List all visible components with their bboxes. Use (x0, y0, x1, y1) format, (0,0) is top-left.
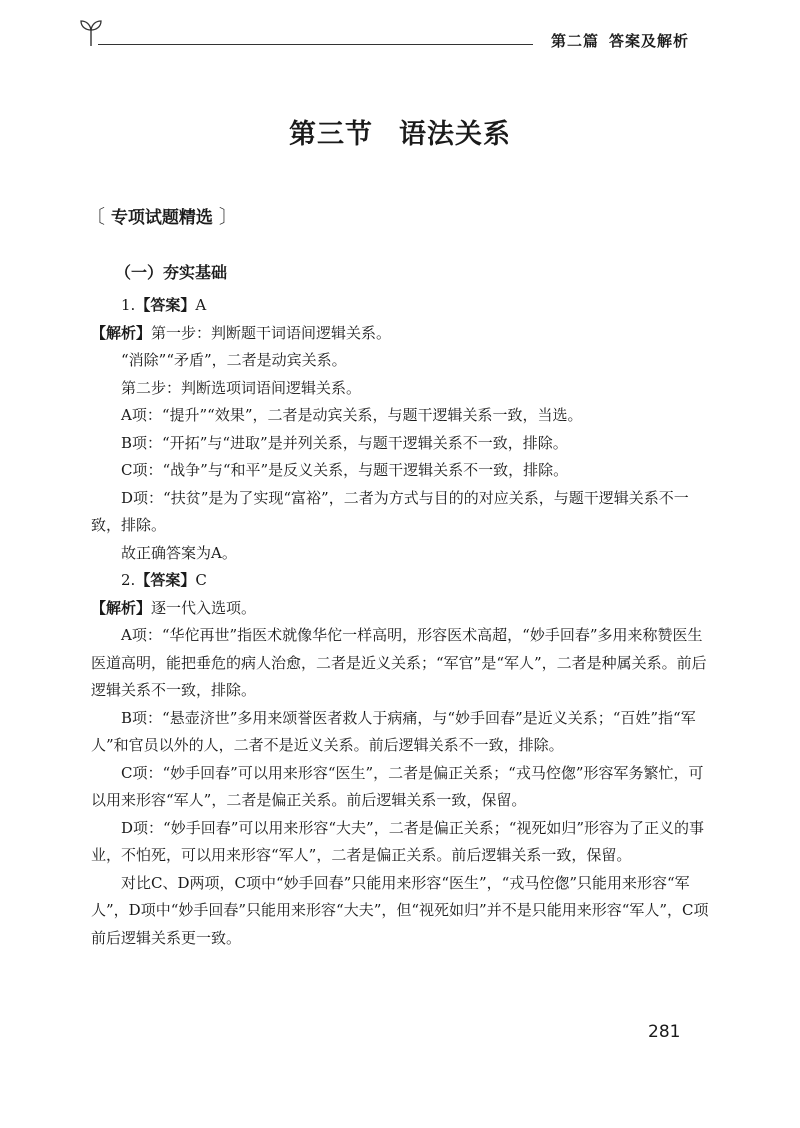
section-title (0, 112, 800, 151)
answer-content (91, 292, 711, 952)
q2-intro: 逐一代入选项。 (151, 598, 257, 617)
subsection-header (86, 202, 238, 229)
running-header (0, 0, 800, 60)
q2-number: 2. (121, 571, 136, 589)
header-subtitle: 答案及解析 (609, 32, 690, 50)
page-number: 281 (648, 1022, 681, 1042)
q2-analysis-line (91, 595, 711, 623)
q1-option-a: A项：“提升”“效果”，二者是动宾关系，与题干逻辑关系一致，当选。 (121, 406, 583, 424)
section-name: 语法关系 (399, 119, 511, 150)
q1-option-b: B项：“开拓”与“进取”是并列关系，与题干逻辑关系不一致，排除。 (121, 433, 568, 452)
q2-option-d: D项：“妙手回春”可以用来形容“大夫”，二者是偏正关系；“视死如归”形容为了正义的事业，不怕死，可以用来形容“军人”，二者是偏正关系。前后逻辑关系一致，保留。 (91, 818, 705, 864)
q2-answer-label: 【答案】 (135, 571, 196, 589)
header-part: 第二篇 (551, 32, 600, 50)
q1-option-d: D项：“扶贫”是为了实现“富裕”，二者为方式与目的的对应关系，与题干逻辑关系不一致，排除。 (91, 488, 689, 534)
q1-analysis-line (91, 320, 711, 348)
q2-option-c: C项：“妙手回春”可以用来形容“医生”，二者是偏正关系；“戎马倥偬”形容军务繁忙，可以用来形容“军人”，二者是偏正关系。前后逻辑关系一致，保留。 (91, 763, 704, 809)
header-title (551, 30, 689, 51)
q1-answer-value: A (195, 296, 207, 314)
q1-answer-line (91, 292, 711, 320)
q1-option-c: C项：“战争”与“和平”是反义关系，与题干逻辑关系不一致，排除。 (121, 461, 569, 479)
q1-answer-label: 【答案】 (135, 296, 196, 314)
subsection-title: 专项试题精选 (110, 208, 213, 228)
bracket-open: 〔 (86, 206, 106, 228)
q1-conclusion: 故正确答案为A。 (121, 543, 237, 562)
section-number: 第三节 (289, 119, 373, 150)
q1-analysis-label: 【解析】 (91, 323, 152, 342)
part-title: （一）夯实基础 (115, 263, 228, 282)
q1-step2: 第二步：判断选项词语间逻辑关系。 (121, 378, 362, 397)
header-rule (98, 44, 533, 45)
sprout-icon (80, 17, 102, 47)
q1-stem-relation: “消除”“矛盾”，二者是动宾关系。 (121, 351, 347, 369)
q2-answer-value: C (195, 571, 207, 589)
q2-option-a: A项：“华佗再世”指医术就像华佗一样高明，形容医术高超，“妙手回春”多用来称赞医生医道高明，能把垂危的病人治愈，二者是近义关系；“军官”是“军人”，二者是种属关系。前后逻辑关系不一致，排除。 (91, 626, 707, 699)
q1-number: 1. (121, 296, 136, 314)
q2-comparison: 对比C、D两项，C项中“妙手回春”只能用来形容“医生”，“戎马倥偬”只能用来形容“军人”，D项中“妙手回春”只能用来形容“大夫”，但“视死如归”并不是只能用来形容“军人”，C项前后逻辑关系更一致。 (91, 873, 709, 947)
q1-step1: 第一步：判断题干词语间逻辑关系。 (151, 323, 392, 342)
q2-analysis-label: 【解析】 (91, 598, 152, 617)
bracket-close: 〕 (218, 206, 238, 228)
q2-option-b: B项：“悬壶济世”多用来颂誉医者救人于病痛，与“妙手回春”是近义关系；“百姓”指“军人”和官员以外的人，二者不是近义关系。前后逻辑关系不一致，排除。 (91, 708, 696, 754)
q2-answer-line (91, 567, 711, 595)
